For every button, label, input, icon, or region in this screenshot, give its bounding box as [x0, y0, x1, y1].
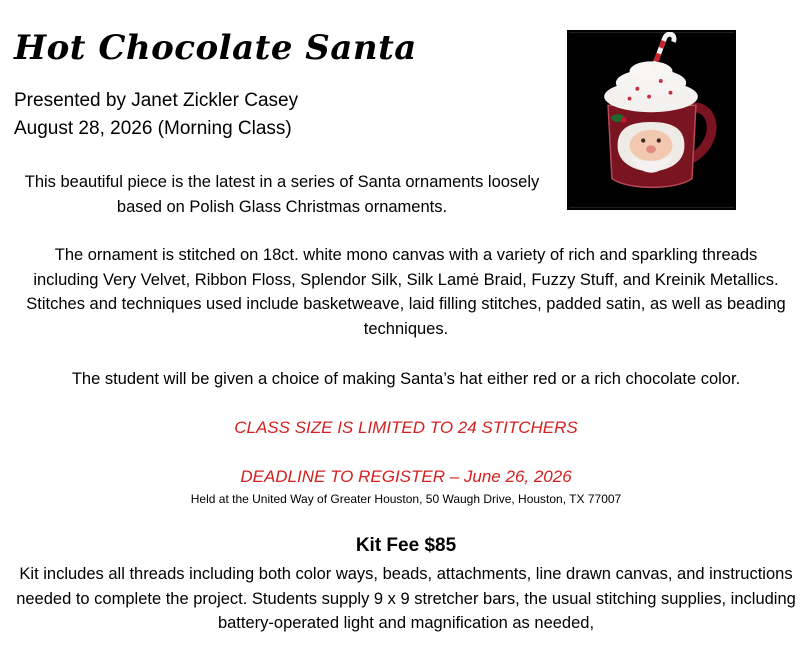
location-line: Held at the United Way of Greater Houston, 50 Waugh Drive, Houston, TX 77007 [190, 492, 622, 506]
color-choice-paragraph: The student will be given a choice of making Santa’s hat either red or a rich chocolate color. [71, 370, 741, 388]
registration-deadline: DEADLINE TO REGISTER – June 26, 2026 [240, 467, 572, 486]
materials-paragraph: The ornament is stitched on 18ct. white mono canvas with a variety of rich and sparkling threads including Very Velvet, Ribbon Floss, Splendor Silk, Silk Lamė Braid, Fuzzy Stuff, and Kreinik Metallics. Stitches and techniques used include basketweave, laid filling stitches, padded satin, as well as beading techniques. [26, 246, 786, 338]
class-date: August 28, 2026 (Morning Class) [14, 118, 292, 139]
intro-paragraph: This beautiful piece is the latest in a series of Santa ornaments loosely based on Polish Glass Christmas ornaments. [24, 173, 540, 216]
santa-ornament-photo [567, 30, 736, 210]
presenter-line: Presented by Janet Zickler Casey [14, 90, 299, 111]
kit-fee-heading: Kit Fee $85 [355, 535, 457, 556]
page-title: Hot Chocolate Santa [14, 28, 417, 68]
kit-details-paragraph: Kit includes all threads including both color ways, beads, attachments, line drawn canvas, and instructions needed to complete the project. Students supply 9 x 9 stretcher bars, the usual stitching supplies, including battery-operated light and magnification as needed, [16, 565, 796, 633]
class-size-notice: CLASS SIZE IS LIMITED TO 24 STITCHERS [234, 418, 578, 437]
